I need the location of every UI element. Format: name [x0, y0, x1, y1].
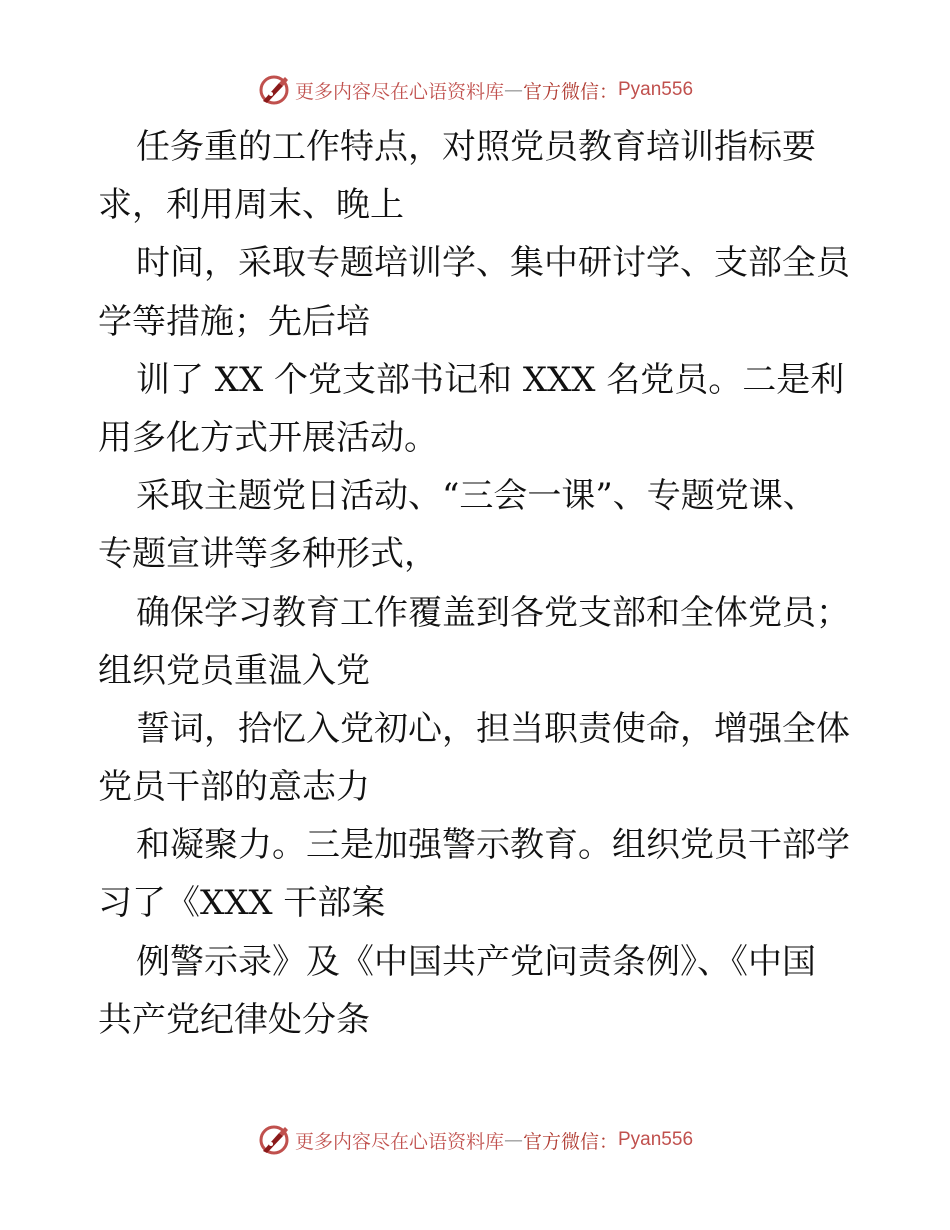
body-line: 组织党员重温入党: [98, 650, 370, 691]
header-wechat-id: Pyan556: [618, 79, 694, 100]
footer-wechat-label: 官方微信：: [522, 1130, 618, 1153]
footer-separator: —: [503, 1129, 523, 1151]
body-line: 求，利用周末、晚上: [98, 185, 404, 226]
body-line: 专题宣讲等多种形式，: [98, 534, 438, 575]
footer-wechat-id: Pyan556: [618, 1129, 694, 1150]
body-line: 党员干部的意志力: [98, 767, 370, 808]
document-body: [98, 118, 858, 1049]
body-line: 例警示录》及《中国共产党问责条例》、《中国: [136, 941, 816, 982]
body-line: 任务重的工作特点，对照党员教育培训指标要: [136, 127, 816, 167]
body-line: 训了 XX 个党支部书记和 XXX 名党员。二是利: [136, 359, 845, 400]
header-watermark-banner: [0, 70, 950, 110]
body-line: 和凝聚力。三是加强警示教育。组织党员干部学: [136, 825, 850, 866]
body-line: 学等措施；先后培: [98, 301, 370, 342]
body-line: 确保学习教育工作覆盖到各党支部和全体党员；: [136, 592, 850, 633]
pen-logo-icon: [257, 73, 291, 107]
body-line: 誓词，拾忆入党初心，担当职责使命，增强全体: [136, 708, 850, 749]
body-line: 习了《XXX 干部案: [98, 883, 386, 924]
body-line: 采取主题党日活动、“三会一课”、专题党课、: [136, 476, 817, 517]
header-wechat-label: 官方微信：: [522, 80, 618, 103]
footer-watermark-banner: [0, 1120, 950, 1160]
body-line: 共产党纪律处分条: [98, 999, 370, 1040]
header-site-text: 更多内容尽在心语资料库: [294, 80, 504, 103]
body-line: 时间，采取专题培训学、集中研讨学、支部全员: [136, 243, 850, 284]
body-line: 用多化方式开展活动。: [98, 417, 438, 458]
footer-site-text: 更多内容尽在心语资料库: [294, 1130, 504, 1153]
pen-logo-icon: [257, 1123, 291, 1157]
header-separator: —: [503, 79, 523, 101]
